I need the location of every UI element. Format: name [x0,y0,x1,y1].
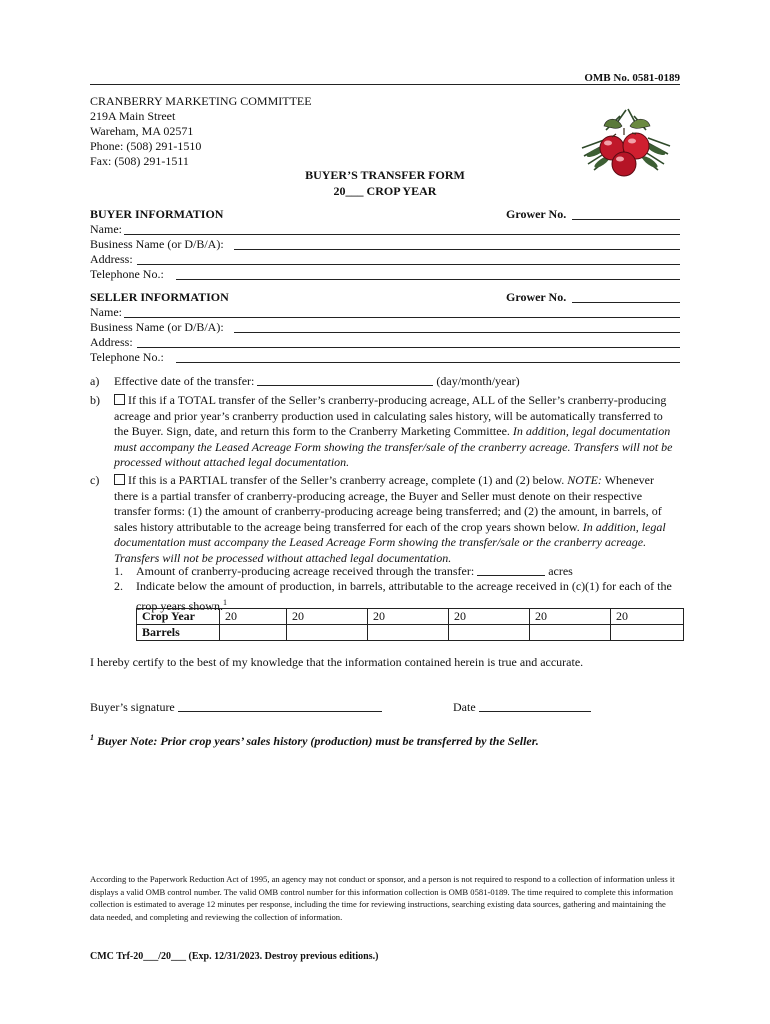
crop-year-cell[interactable]: 20 [368,609,449,625]
seller-phone-field[interactable] [176,350,680,363]
buyer-grower-no-field[interactable] [572,209,680,220]
seller-name-field[interactable] [124,305,680,318]
sub2-num: 2. [114,579,123,593]
buyer-business-field[interactable] [234,237,680,250]
item-b-text: If this if a TOTAL transfer of the Seller’s cranberry-producing acreage, ALL of the Seller’s cranberry-producing acreage and prior year’s cranberry production used in calculating sales history, will be automatically transferred to the Buyer. Sign, date, and return this form to the Cranberry Marketing Committee. [114,393,667,438]
barrels-row [137,625,684,641]
form-title: BUYER’S TRANSFER FORM [305,168,465,182]
date-block [453,700,591,715]
item-a-suffix: (day/month/year) [436,374,520,388]
footnote-number: 1 [90,733,94,742]
buyer-grower-no-label: Grower No. [506,207,567,221]
crop-year-row [137,609,684,625]
crop-year-cell[interactable]: 20 [287,609,368,625]
crop-year-cell[interactable]: 20 [530,609,611,625]
signature-label: Buyer’s signature [90,700,175,714]
item-c-italic: In addition, legal documentation must accompany the Leased Acreage Form showing the transfer/sale or the cranberry acreage. Transfers will not be processed without attached legal documentation. [114,519,666,565]
barrels-cell[interactable] [368,625,449,641]
buyer-name-label: Name: [90,222,122,236]
crop-year-cell[interactable]: 20 [611,609,684,625]
org-city: Wareham, MA 02571 [90,124,194,138]
crop-year-title: 20___ CROP YEAR [333,184,437,198]
buyer-phone-field[interactable] [176,267,680,280]
footnote-text: Buyer Note: Prior crop years’ sales history (production) must be transferred by the Seller. [97,734,539,748]
barrels-cell[interactable] [530,625,611,641]
partial-transfer-checkbox[interactable] [114,474,125,485]
seller-business-label: Business Name (or D/B/A): [90,320,224,334]
org-street: 219A Main Street [90,109,176,123]
sub1 [136,564,573,579]
crop-year-table [136,608,684,641]
signature-field[interactable] [178,700,382,712]
barrels-cell[interactable] [449,625,530,641]
header-rule [90,84,680,85]
seller-address-field[interactable] [137,335,680,348]
buyer-business-label: Business Name (or D/B/A): [90,237,224,251]
seller-address-label: Address: [90,335,133,349]
buyer-address-field[interactable] [137,252,680,265]
crop-year-label: Crop Year [137,609,220,625]
paperwork-notice: According to the Paperwork Reduction Act of 1995, an agency may not conduct or sponsor, and a person is not required to respond to a collection of information unless it displays a valid OMB control number. The valid OMB control number for this information collection is OMB 0581-0189. The time required to complete this information collection is estimated to average 12 minutes per response, including the time for reviewing instructions, searching existing data sources, gathering and maintaining the data needed, and completing and reviewing the collection of information. [90,874,675,922]
item-c-marker: c) [90,473,100,487]
seller-grower-no-field[interactable] [572,292,680,303]
item-b-italic: In addition, legal documentation must accompany the Leased Acreage Form showing the transfer/sale of the cranberry acreage. Transfers will not be processed without attached legal documentation. [114,424,673,469]
item-b-paragraph [114,393,680,471]
item-c-text2: Whenever there is a partial transfer of cranberry-producing acreage, the Buyer and Seller must denote on their respective transfer forms: (1) the amount of cranberry-producing acreage being transferred; and (2) the amount, in barrels, of sales history attributable to the acreage being transferred for each of the crop years shown below. [114,473,662,534]
date-label: Date [453,700,476,714]
item-c-text: If this is a PARTIAL transfer of the Seller’s cranberry acreage, complete (1) and (2) below. [128,473,565,487]
signature-block [90,700,382,715]
sub2-text: Indicate below the amount of production, in barrels, attributable to the acreage received in (c)(1) for each of the crop years shown. [136,579,672,613]
sub1-suffix: acres [548,564,573,578]
barrels-cell[interactable] [220,625,287,641]
item-a-text: Effective date of the transfer: [114,374,255,388]
omb-number: OMB No. 0581-0189 [584,72,680,84]
sub2-sup: 1 [222,597,227,607]
item-a-marker: a) [90,374,100,388]
barrels-label: Barrels [137,625,220,641]
date-field[interactable] [479,700,591,712]
seller-heading: SELLER INFORMATION [90,290,229,304]
barrels-cell[interactable] [611,625,684,641]
org-name: CRANBERRY MARKETING COMMITTEE [90,94,312,108]
seller-phone-label: Telephone No.: [90,350,164,364]
crop-year-cell[interactable]: 20 [220,609,287,625]
item-b-marker: b) [90,393,100,407]
sub1-text: Amount of cranberry-producing acreage received through the transfer: [136,564,475,578]
buyer-name-field[interactable] [124,222,680,235]
seller-grower-no-label: Grower No. [506,290,567,304]
seller-name-label: Name: [90,305,122,319]
total-transfer-checkbox[interactable] [114,394,125,405]
acreage-field[interactable] [477,564,545,576]
org-block [90,94,312,169]
buyer-address-label: Address: [90,252,133,266]
form-code: CMC Trf-20___/20___ (Exp. 12/31/2023. Destroy previous editions.) [90,951,379,962]
sub1-num: 1. [114,564,123,578]
item-c-paragraph [114,473,680,566]
certify-statement: I hereby certify to the best of my knowledge that the information contained herein is true and accurate. [90,655,584,669]
crop-year-cell[interactable]: 20 [449,609,530,625]
barrels-cell[interactable] [287,625,368,641]
seller-business-field[interactable] [234,320,680,333]
footnote [90,730,539,749]
buyer-heading: BUYER INFORMATION [90,207,224,221]
item-a [114,374,520,389]
effective-date-field[interactable] [257,374,433,386]
item-c-note: NOTE: [567,473,602,487]
buyer-phone-label: Telephone No.: [90,267,164,281]
org-phone: Phone: (508) 291-1510 [90,139,202,153]
org-fax: Fax: (508) 291-1511 [90,154,189,168]
